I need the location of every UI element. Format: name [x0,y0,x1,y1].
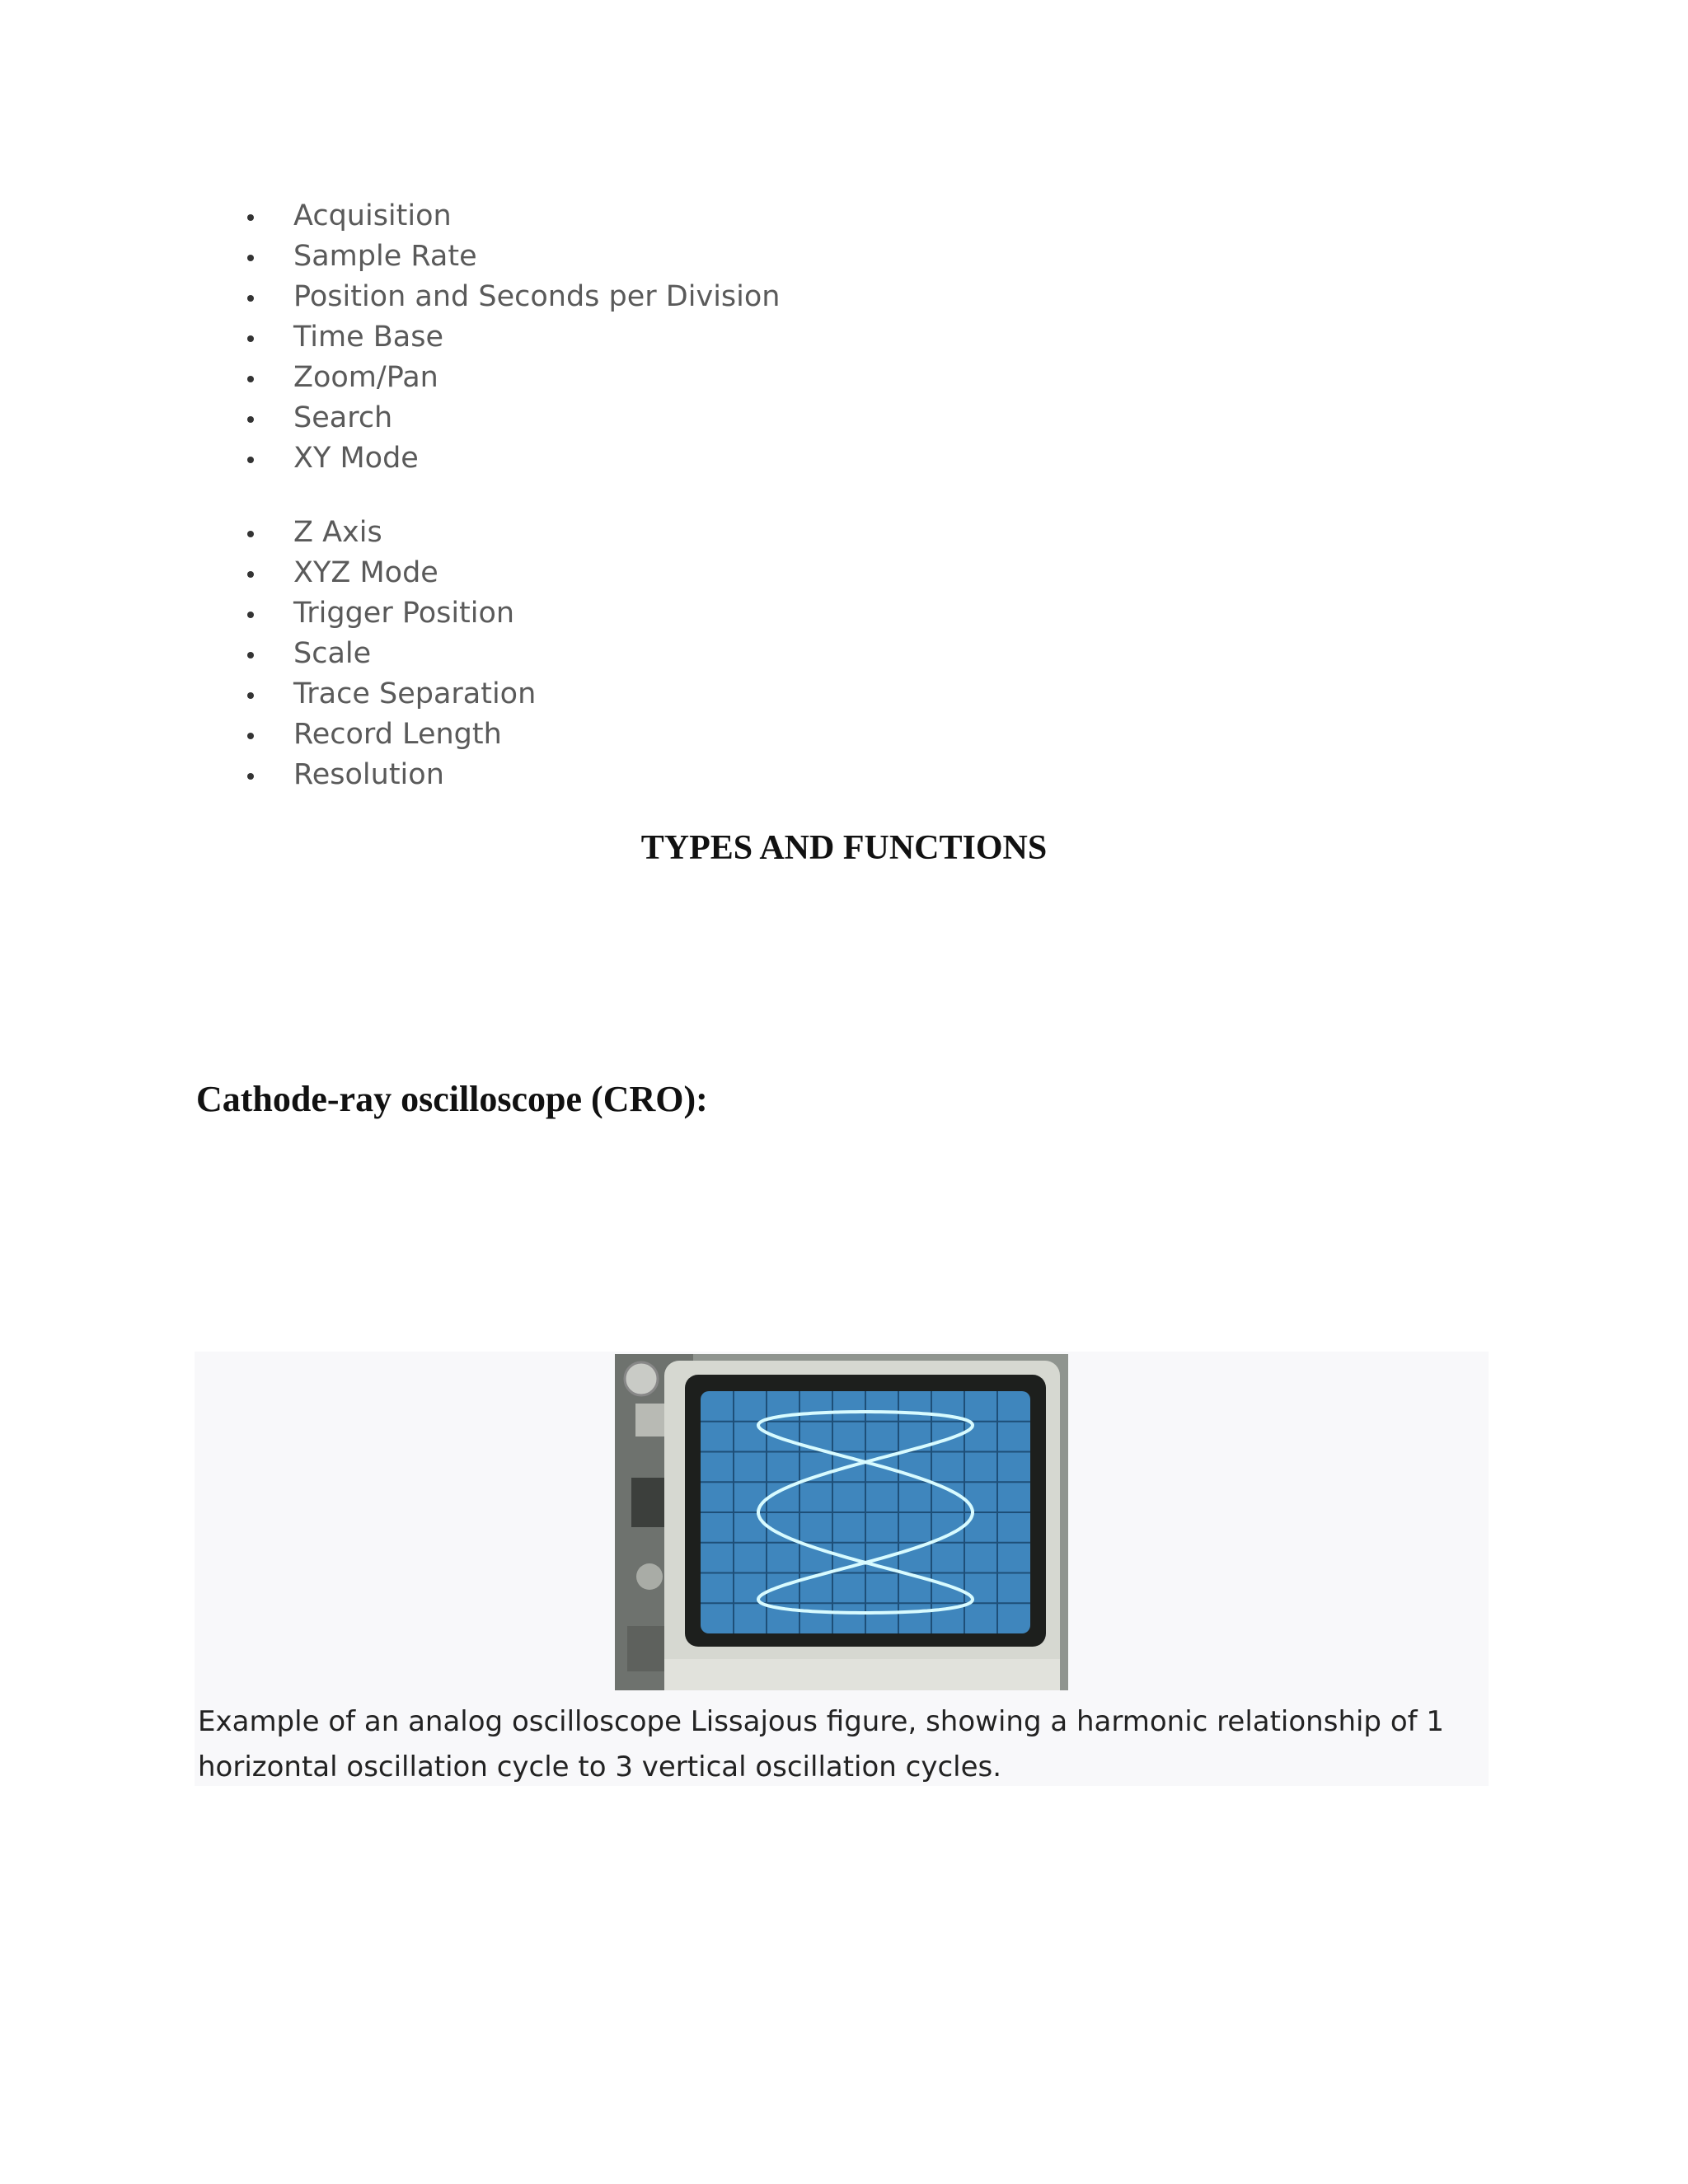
list-item: Zoom/Pan [247,358,780,398]
list-item: Record Length [247,715,536,755]
figure [195,1352,1489,1786]
list-item: Z Axis [247,513,536,553]
list-item: Sample Rate [247,237,780,277]
feature-list-1 [247,196,780,479]
list-item: Resolution [247,755,536,795]
oscilloscope-photo [615,1354,1068,1690]
feature-list-2 [247,513,536,795]
list-item: Acquisition [247,196,780,237]
list-item: XYZ Mode [247,553,536,593]
list-item: XY Mode [247,438,780,479]
subheading: Cathode-ray oscilloscope (CRO): [196,1079,708,1119]
list-item: Trigger Position [247,593,536,634]
list-item: Trace Separation [247,674,536,715]
list-item: Scale [247,634,536,674]
list-item: Time Base [247,317,780,358]
list-item: Position and Seconds per Division [247,277,780,317]
section-heading: TYPES AND FUNCTIONS [640,829,1048,867]
list-item: Search [247,398,780,438]
figure-caption: Example of an analog oscilloscope Lissajous figure, showing a harmonic relationship of 1 horizontal oscillation cycle to 3 vertical oscillation cycles. [198,1705,1445,1783]
